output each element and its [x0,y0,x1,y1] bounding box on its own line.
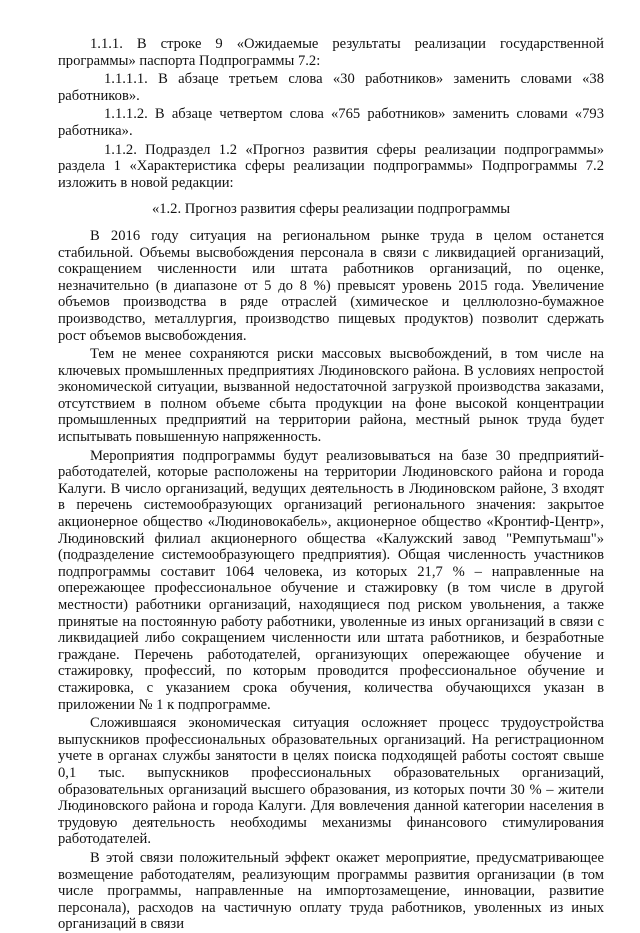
section-heading: «1.2. Прогноз развития сферы реализации подпрограммы [151,201,511,218]
paragraph-1-1-1-2: 1.1.1.2. В абзаце четвертом слова «765 работников» заменить словами «793 работника». [58,106,604,139]
body-paragraph: Сложившаяся экономическая ситуация осложняет процесс трудоустройства выпускников профессиональных образовательных организаций. На регистрационном учете в органах службы занятости в целях поиска подходящей работы состоят свыше 0,1 тыс. выпускников профессиональных образовательных организаций, образовательных организаций высшего образования, из которых почти 30 % – жители Людиновского района и города Калуги. Для вовлечения данной категории населения в трудовую деятельность необходимы механизмы финансового стимулирования работодателей. [58,715,604,848]
body-paragraph: Мероприятия подпрограммы будут реализовываться на базе 30 предприятий-работодателей, которые расположены на территории Людиновского района и города Калуги. В число организаций, ведущих деятельность в Людиновском районе, 3 входят в перечень системообразующих организаций регионального значения: закрытое акционерное общество «Людиновокабель», акционерное общество «Кронтиф-Центр», Людиновский филиал акционерного общества «Калужский завод "Ремпутьмаш"» (подразделение системообразующего предприятия). Общая численность участников подпрограммы составит 1064 человека, из которых 21,7 % – направленные на опережающее профессиональное обучение и стажировку (в том числе в другой местности) работники организаций, находящиеся под риском увольнения, а также принятые на постоянную работу работники, уволенные из иных организаций в связи с ликвидацией либо сокращением численности или штата работников, и безработные граждане. Перечень работодателей, организующих опережающее обучение и стажировку, профессий, по которым проводится профессиональное обучение и стажировка, с указанием срока обучения, количества обучающихся указан в приложении № 1 к подпрограмме. [58,447,604,713]
body-paragraph: Тем не менее сохраняются риски массовых высвобождений, в том числе на ключевых промышленных предприятиях Людиновского района. В условиях непростой экономической ситуации, вызванной недостаточной загрузкой производства заказами, отсутствием в полном объеме сбыта продукции на фоне высокой концентрации промышленных предприятий на территории района, местный рынок труда будет испытывать повышенную напряженность. [58,346,604,446]
body-paragraph: В 2016 году ситуация на региональном рынке труда в целом останется стабильной. Объемы высвобождения персонала в связи с ликвидацией организаций, сокращением численности или штата работников организаций, по оценке, незначительно (в диапазоне от 5 до 8 %) превысят уровень 2015 года. Увеличение объемов производства в ряде отраслей (химическое и целлюлозно-бумажное производство, металлургия, производство пищевых продуктов) позволит сдержать рост объемов высвобождения. [58,227,604,344]
paragraph-1-1-1: 1.1.1. В строке 9 «Ожидаемые результаты реализации государственной программы» паспорта Подпрограммы 7.2: [58,36,604,69]
body-paragraph: В этой связи положительный эффект окажет мероприятие, предусматривающее возмещение работодателям, реализующим программы развития организации (в том числе программы, направленные на импортозамещение, инновации, развитие персонала), расходов на частичную оплату труда работников, уволенных из иных организаций в связи [58,849,604,933]
paragraph-1-1-1-1: 1.1.1.1. В абзаце третьем слова «30 работников» заменить словами «38 работников». [58,71,604,104]
paragraph-1-1-2: 1.1.2. Подраздел 1.2 «Прогноз развития сферы реализации подпрограммы» раздела 1 «Характеристика сферы реализации подпрограммы» Подпрограммы 7.2 изложить в новой редакции: [58,141,604,191]
